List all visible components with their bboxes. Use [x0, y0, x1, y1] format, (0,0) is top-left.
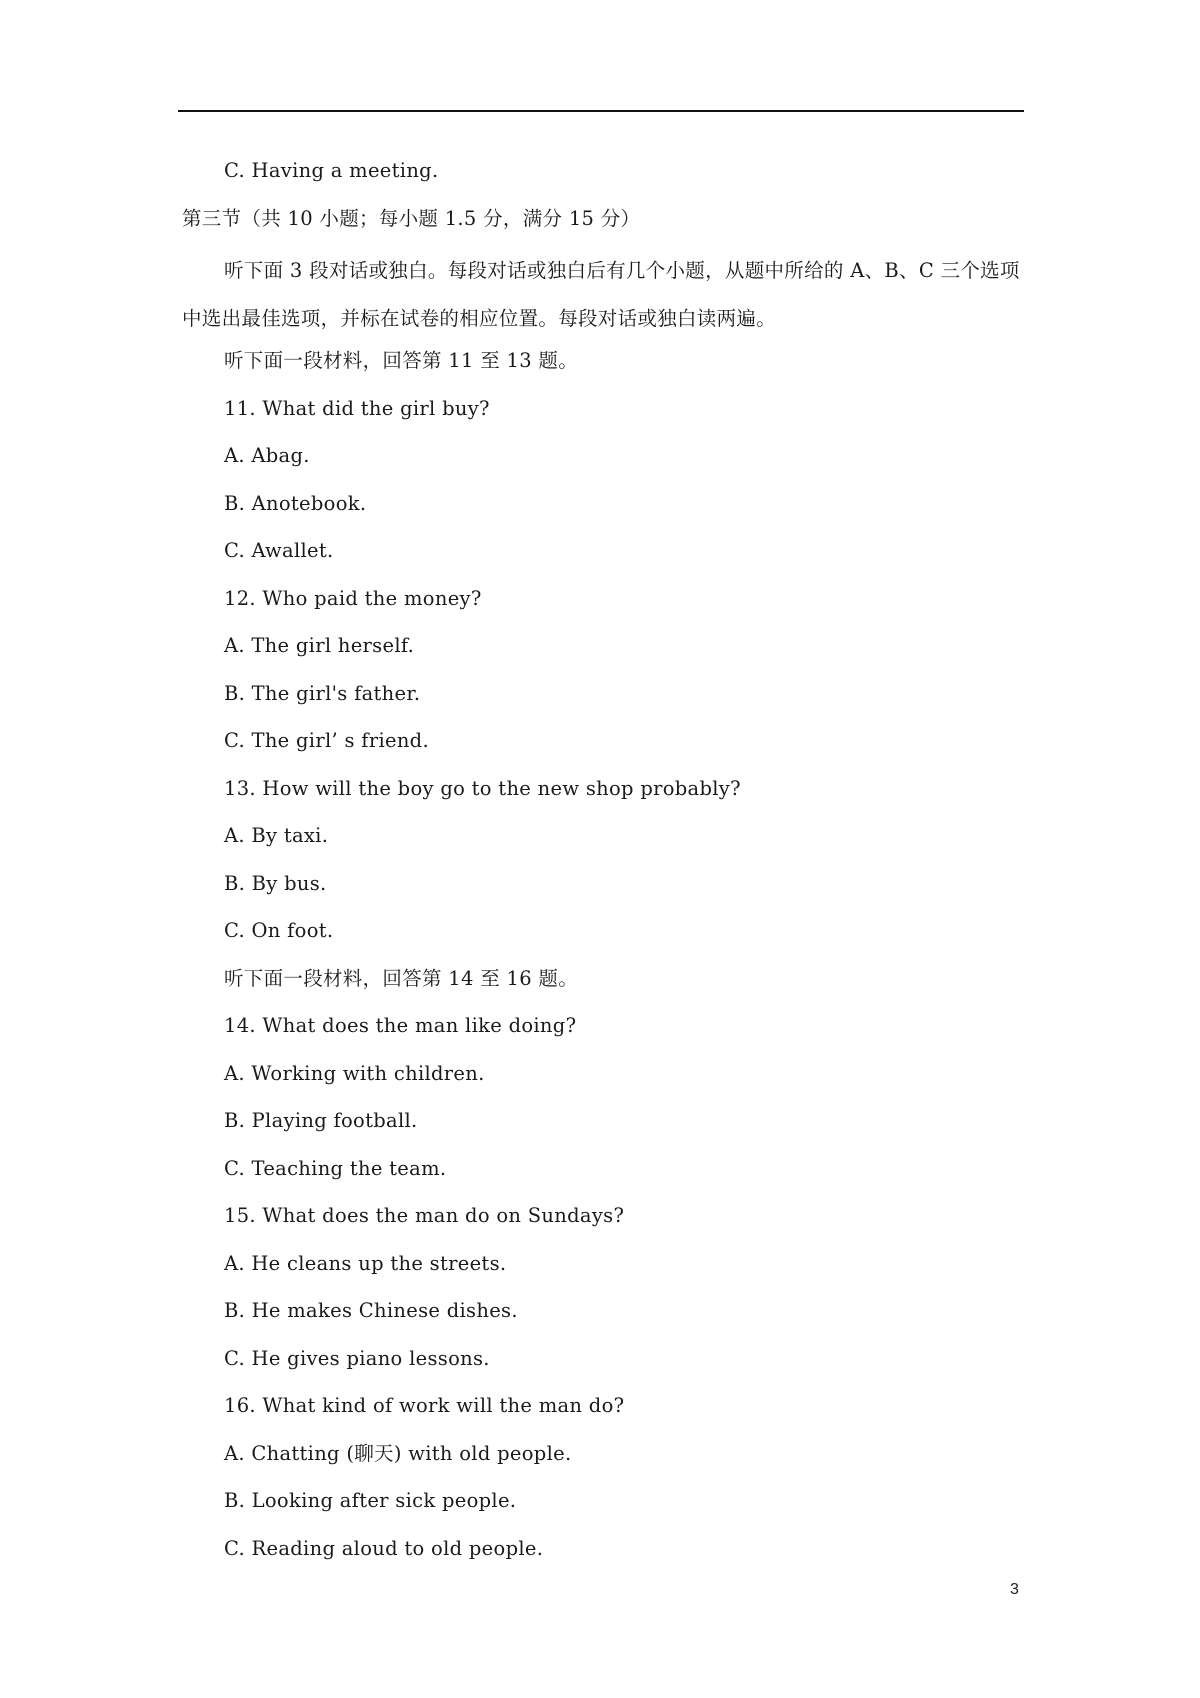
question-stem: 16. What kind of work will the man do? [224, 1394, 625, 1417]
answer-option: B. Anotebook. [224, 491, 367, 515]
answer-option: C. On foot. [224, 919, 334, 942]
answer-option: A. Working with children. [224, 1061, 485, 1085]
answer-option: B. The girl's father. [224, 681, 421, 705]
answer-option: A. The girl herself. [224, 634, 415, 657]
section-heading: 第三节（共 10 小题；每小题 1.5 分，满分 15 分） [182, 206, 641, 230]
answer-option: A. Chatting (聊天) with old people. [224, 1441, 572, 1465]
answer-option: C. Teaching the team. [224, 1156, 447, 1180]
answer-option: B. Playing football. [224, 1109, 418, 1132]
answer-option: A. He cleans up the streets. [224, 1251, 507, 1275]
answer-option: C. Awallet. [224, 539, 334, 562]
answer-option: C. Reading aloud to old people. [224, 1536, 544, 1560]
answer-option: A. Abag. [224, 444, 310, 467]
answer-option: A. By taxi. [224, 824, 329, 847]
section-instructions: 听下面 3 段对话或独白。每段对话或独白后有几个小题，从题中所给的 A、B、C 三个选项中选出最佳选项，并标在试卷的相应位置。每段对话或独白读两遍。 [182, 259, 1020, 330]
answer-option: B. He makes Chinese dishes. [224, 1299, 518, 1322]
answer-option: B. By bus. [224, 871, 327, 895]
page-number: 3 [1010, 1581, 1019, 1598]
question-stem: 13. How will the boy go to the new shop probably? [224, 776, 741, 800]
answer-option: C. The girl’ s friend. [224, 729, 429, 752]
header-rule [178, 110, 1024, 112]
question-stem: 12. Who paid the money? [224, 586, 482, 610]
page-content [0, 152, 1200, 1577]
carry-over-option-c: C. Having a meeting. [224, 159, 439, 182]
question-stem: 15. What does the man do on Sundays? [224, 1204, 625, 1227]
answer-option: B. Looking after sick people. [224, 1489, 517, 1512]
group-intro: 听下面一段材料，回答第 11 至 13 题。 [224, 349, 579, 372]
answer-option: C. He gives piano lessons. [224, 1346, 490, 1370]
question-stem: 11. What did the girl buy? [224, 396, 490, 420]
question-stem: 14. What does the man like doing? [224, 1014, 577, 1037]
group-intro: 听下面一段材料，回答第 14 至 16 题。 [224, 966, 579, 990]
